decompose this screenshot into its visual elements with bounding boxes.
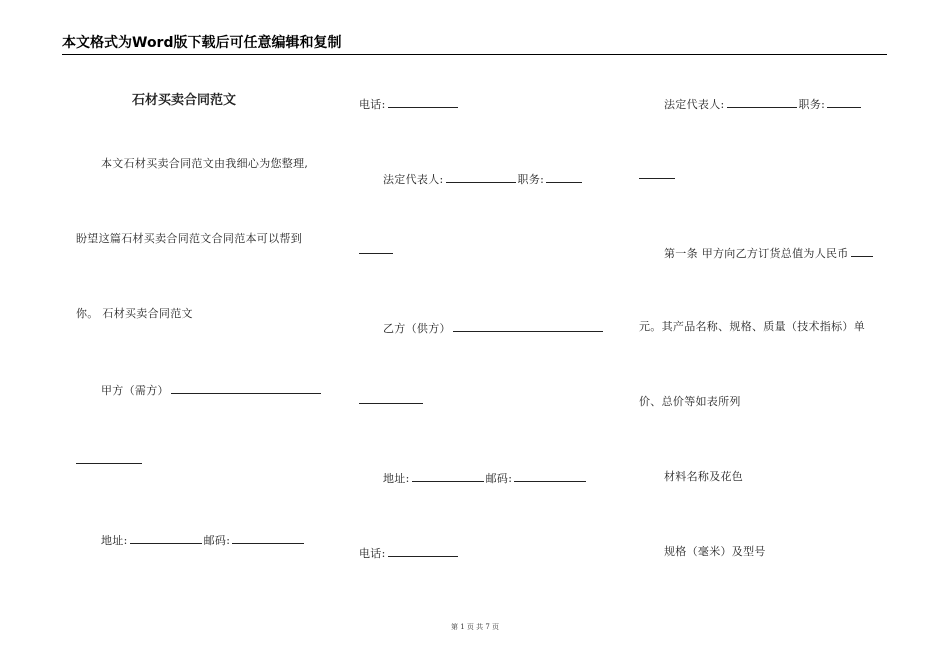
col1-postcode-label: 邮码: — [203, 534, 231, 547]
col2-phone-row — [359, 96, 460, 112]
party-a-blank[interactable] — [171, 382, 321, 394]
document-title: 石材买卖合同范文 — [132, 93, 237, 108]
col2-phone-blank-2[interactable] — [388, 545, 458, 557]
col3-position-label: 职务: — [798, 98, 826, 111]
col2-phone-label: 电话: — [359, 98, 386, 111]
col1-address-row — [101, 532, 306, 548]
col2-phone-label-2: 电话: — [359, 547, 386, 560]
total-value-blank[interactable] — [851, 245, 873, 257]
col2-position-blank-continued[interactable] — [359, 253, 393, 254]
col2-position-label: 职务: — [517, 173, 545, 186]
col2-postcode-blank[interactable] — [514, 470, 586, 482]
article1-line-3: 价、总价等如表所列 — [639, 395, 741, 408]
col1-postcode-blank[interactable] — [232, 532, 304, 544]
col2-address-label: 地址: — [383, 472, 410, 485]
header-title: 本文格式为Word版下载后可任意编辑和复制 — [62, 35, 342, 51]
col2-phone-blank[interactable] — [388, 96, 458, 108]
col2-legal-rep-row — [383, 171, 584, 187]
intro-line-1: 本文石材买卖合同范文由我细心为您整理, — [101, 157, 309, 170]
col2-legal-rep-blank[interactable] — [446, 171, 516, 183]
col2-position-blank[interactable] — [546, 171, 582, 183]
page-header — [62, 34, 887, 55]
party-b-blank-continued[interactable] — [359, 403, 423, 404]
col2-phone-row-2 — [359, 545, 460, 561]
party-a-blank-continued[interactable] — [76, 463, 142, 464]
col1-address-blank[interactable] — [130, 532, 202, 544]
col3-legal-rep-blank[interactable] — [727, 96, 797, 108]
col2-postcode-label: 邮码: — [485, 472, 513, 485]
material-name-label: 材料名称及花色 — [664, 470, 744, 483]
party-b-row — [383, 320, 605, 336]
party-b-label: 乙方（供方） — [383, 322, 451, 335]
col2-address-blank[interactable] — [412, 470, 484, 482]
party-b-blank[interactable] — [453, 320, 603, 332]
intro-line-2: 盼望这篇石材买卖合同范文合同范本可以帮到 — [76, 232, 302, 245]
party-a-label: 甲方（需方） — [101, 384, 169, 397]
col3-legal-rep-label: 法定代表人: — [664, 98, 725, 111]
col1-address-label: 地址: — [101, 534, 128, 547]
article1-line-1-row — [664, 245, 875, 261]
article1-line-1: 第一条 甲方向乙方订货总值为人民币 — [664, 247, 849, 260]
party-a-row — [101, 382, 323, 398]
col2-legal-rep-label: 法定代表人: — [383, 173, 444, 186]
spec-label: 规格（毫米）及型号 — [664, 545, 766, 558]
article1-line-2: 元。其产品名称、规格、质量（技术指标）单 — [639, 320, 865, 333]
col2-address-row — [383, 470, 588, 486]
page-footer: 第 1 页 共 7 页 — [450, 623, 500, 631]
col3-position-blank-continued[interactable] — [639, 178, 675, 179]
col3-position-blank[interactable] — [827, 96, 861, 108]
col3-legal-rep-row — [664, 96, 863, 112]
intro-line-3: 你。 石材买卖合同范文 — [76, 307, 193, 320]
